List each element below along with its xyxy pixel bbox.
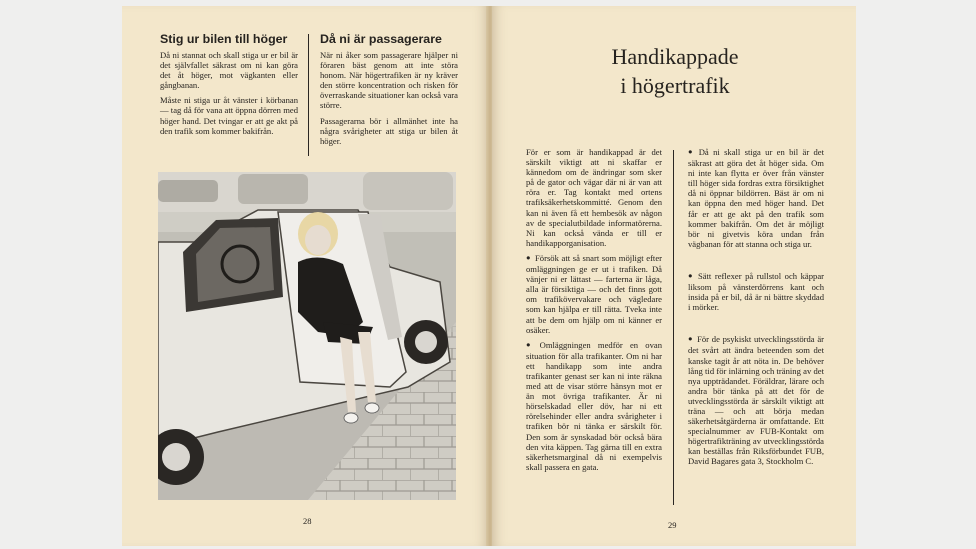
column-divider [308,34,309,156]
title-line-2: i högertrafik [620,73,730,98]
bullet-paragraph: ● Då ni skall stiga ur en bil är det säkrast att göra det åt höger sida. Om ni inte kan flytta er över från vänster till höger sida fordras extra försiktighet då ni öppnar bildörren. Bäst är om ni kan öppna den med höger hand. Det får er att ge akt på den trafik som kommer bakifrån. Om det är möjligt bör ni givetvis köra undan från vägbanan för att stanna och stiga ur. [688,147,824,249]
page-title [560,42,790,100]
right-column-2 [688,147,824,472]
right-column-1 [526,147,662,477]
title-line-1: Handikappade [611,44,739,69]
paragraph: Måste ni stiga ur åt vänster i körbanan — tag då för vana att öppna dörren med höger hand. Det tvingar er att ge akt på den trafik som kommer bakifrån. [160,95,298,136]
section-heading-exit-right: Stig ur bilen till höger [160,32,288,46]
bullet-paragraph: ● För de psykiskt utvecklingsstörda är det svårt att ändra beteenden som det kanske tagit år att nöta in. De behöver lång tid för inlärning och träning av det nya uppträdandet. Föräldrar, lärare och andra bör tänka på att det för de utvecklingsstörda är särskilt viktigt att träna — och att börja medan säkerhetsåtgärderna är omfattande. Ett specialnummer av FUB-Kontakt om högertrafikträning av utvecklingsstörda kan beställas från Riksförbundet FUB, David Bagares gata 3, Stockholm C. [688,334,824,466]
car-exit-photo [158,172,456,500]
bullet-paragraph: ● Försök att så snart som möjligt efter omläggningen ge er ut i trafiken. Då vänjer ni er lättast — farterna är låga, alla är försiktiga — och det finns gott om trafikövervakare och vägledare som kan hjälpa er till rätta. Tveka inte att be dem om hjälp om ni känner er osäker. [526,253,662,335]
page-number-left: 28 [303,516,312,526]
bullet-paragraph: ● Omläggningen medför en ovan situation för alla trafikanter. Om ni har ett handikapp som inte andra trafikanter genast ser kan ni inte räkna med att de visar större hänsyn mot er än mot övriga trafikanter. Är ni hörselskadad eller döv, har ni ett rörelsehinder eller andra svårigheter i trafiken bör ni tänka er särskilt för. Den som är synskadad bör också bära den vita käppen. Tag gärna till en extra säkerhetsmarginal då ni exempelvis skall passera en gata. [526,340,662,472]
bullet-paragraph: ● Sätt reflexer på rullstol och käppar liksom på vänsterdörrens kant och insida på er bil, då är ni bättre skyddad i mörker. [688,271,824,312]
car-photo-illustration [158,172,456,500]
paragraph: När ni åker som passagerare hjälper ni föraren bäst genom att inte störa honom. När högertrafiken är ny kräver den större koncentration och risken för överraskande situationer kan också vara större. [320,50,458,111]
paragraph: För er som är handikappad är det särskilt viktigt att ni skaffar er kännedom om de ändringar som sker på de gator och vägar där ni är van att röra er. Tag kontakt med ortens trafiksäkerhetskommitté. Genom den kan ni även få ett hembesök av någon av de specialutbildade informatörerna. Ni kan också vända er till er handikapporganisation. [526,147,662,248]
left-column-1 [160,33,298,141]
page-number-right: 29 [668,520,677,530]
section-heading-passenger: Då ni är passagerare [320,32,442,46]
left-column-2 [320,33,458,151]
paragraph: Då ni stannat och skall stiga ur er bil är det självfallet säkrast om ni kan göra det åt höger, mot vägkanten eller gångbanan. [160,50,298,91]
paragraph: Passagerarna bör i allmänhet inte ha några svårigheter att stiga ur bilen åt höger. [320,115,458,146]
column-divider [673,150,674,505]
